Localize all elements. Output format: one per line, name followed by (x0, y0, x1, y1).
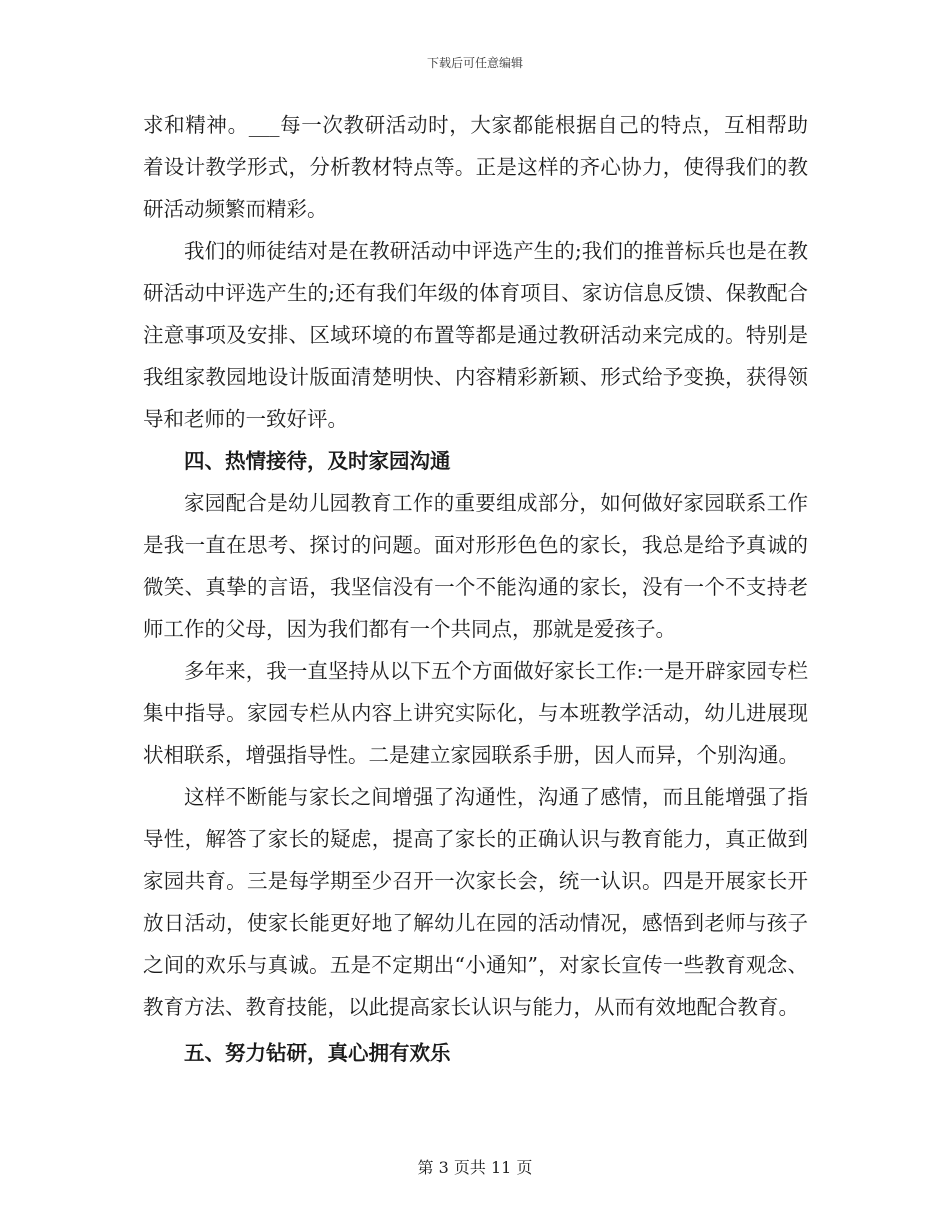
document-body (143, 104, 808, 1074)
paragraph-five-aspects: 多年来，我一直坚持从以下五个方面做好家长工作:一是开辟家园专栏集中指导。家园专栏从内容上讲究实际化，与本班教学活动，幼儿进展现状相联系，增强指导性。二是建立家园联系手册，因人而异，个别沟通。 (143, 659, 808, 767)
page-number: 第 3 页共 11 页 (417, 1158, 533, 1177)
section-heading-4: 四、热情接待，及时家园沟通 (184, 449, 451, 473)
paragraph-teaching-research: 我们的师徒结对是在教研活动中评选产生的;我们的推普标兵也是在教研活动中评选产生的;还有我们年级的体育项目、家访信息反馈、保教配合注意事项及安排、区域环境的布置等都是通过教研活动来完成的。特别是我组家教园地设计版面清楚明快、内容精彩新颖、形式给予变换，获得领导和老师的一致好评。 (143, 239, 808, 431)
header-note: 下载后可任意编辑 (426, 56, 523, 70)
section-heading-5: 五、努力钻研，真心拥有欢乐 (184, 1041, 451, 1065)
paragraph-continuation: 求和精神。___每一次教研活动时，大家都能根据自己的特点，互相帮助着设计教学形式，分析教材特点等。正是这样的齐心协力，使得我们的教研活动频繁而精彩。 (143, 113, 808, 221)
paragraph-home-school: 家园配合是幼儿园教育工作的重要组成部分，如何做好家园联系工作是我一直在思考、探讨的问题。面对形形色色的家长，我总是给予真诚的微笑、真挚的言语，我坚信没有一个不能沟通的家长，没有一个不支持老师工作的父母，因为我们都有一个共同点，那就是爱孩子。 (143, 491, 808, 641)
paragraph-communication: 这样不断能与家长之间增强了沟通性，沟通了感情，而且能增强了指导性，解答了家长的疑虑，提高了家长的正确认识与教育能力，真正做到家园共育。三是每学期至少召开一次家长会，统一认识。四是开展家长开放日活动，使家长能更好地了解幼儿在园的活动情况，感悟到老师与孩子之间的欢乐与真诚。五是不定期出“小通知”，对家长宣传一些教育观念、教育方法、教育技能，以此提高家长认识与能力，从而有效地配合教育。 (143, 785, 808, 1019)
